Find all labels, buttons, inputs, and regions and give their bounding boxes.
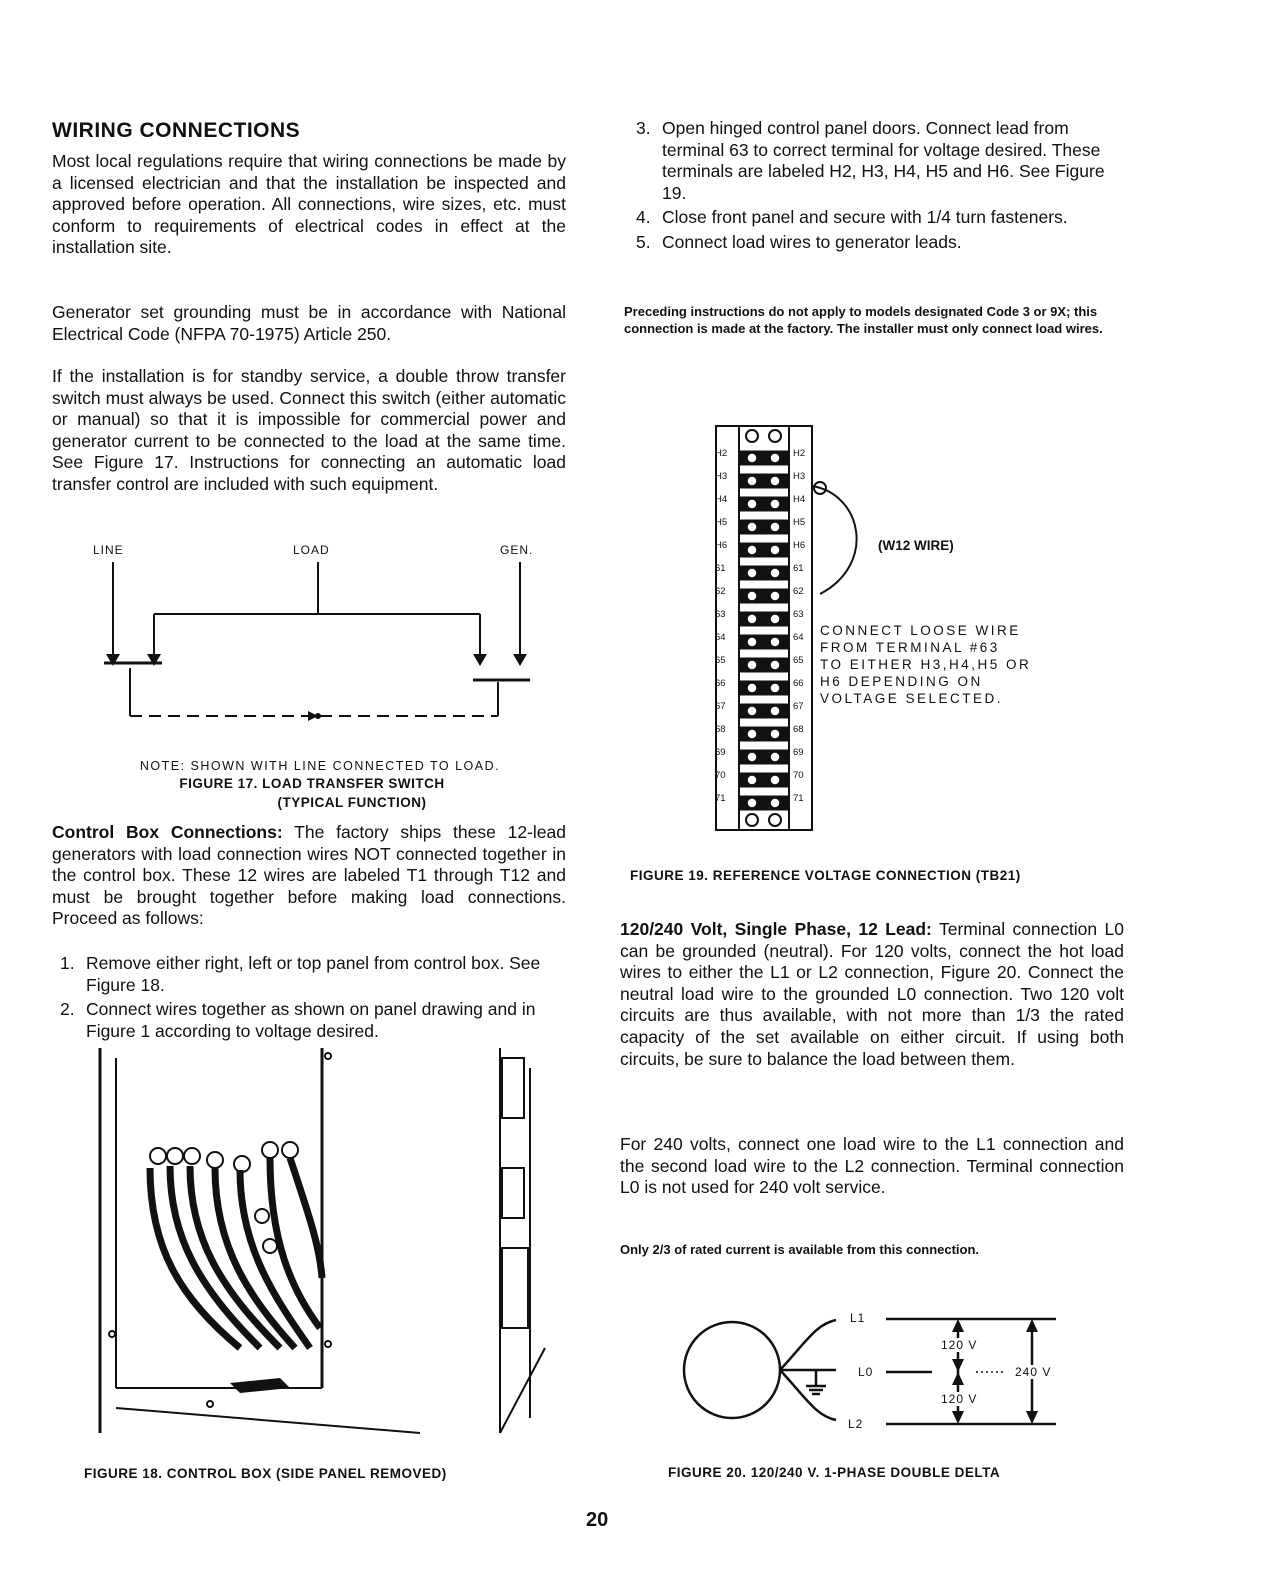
list-item [636,232,1130,254]
list-item [60,953,566,996]
terminal-screw [770,614,780,624]
step-text: Connect wires together as shown on panel drawing and in Figure 1 according to voltage desired. [86,999,536,1041]
figure-20-caption: FIGURE 20. 120/240 V. 1-PHASE DOUBLE DELTA [668,1465,1001,1480]
section-heading: WIRING CONNECTIONS [52,119,301,142]
terminal-label: H4 [793,494,806,505]
terminal-label: 65 [793,655,804,666]
l1-label: L1 [850,1311,866,1325]
terminal-screw [747,568,757,578]
terminal-screw [770,522,780,532]
step-text: Connect load wires to generator leads. [662,231,962,252]
page-number: 20 [586,1509,609,1531]
voltage-upper-label: 120 V [941,1338,978,1352]
terminal-screw [770,637,780,647]
terminal-screw [747,798,757,808]
paragraph-single-phase [620,919,1124,1070]
terminal-screw [770,499,780,509]
single-phase-title: 120/240 Volt, Single Phase, 12 Lead: [620,919,932,939]
voltage-total-label: 240 V [1012,1365,1054,1379]
figure-18-caption: FIGURE 18. CONTROL BOX (SIDE PANEL REMOVED) [84,1466,447,1481]
annotation-line: FROM TERMINAL #63 [820,640,1000,655]
step-number: 4. [636,207,651,228]
l2-label: L2 [848,1417,864,1431]
current-note: Only 2/3 of rated current is available from this connection. [620,1242,980,1257]
terminal-screw [747,453,757,463]
control-box-text: The factory ships these 12-lead generators with load connection wires NOT connected together in the control box. These 12 wires are labeled T1 through T12 and must be brought together before making load connections. Proceed as follows: [52,822,567,929]
terminal-screw [747,660,757,670]
single-phase-text: Terminal connection L0 can be grounded (neutral). For 120 volts, connect the hot load wires to either the L1 or L2 connection, Figure 20. Connect the neutral load wire to the grounded L0 connection. Two 120 volt circuits are thus available, with not more than 1/3 the rated capacity of the set available on either circuit. If using both circuits, be sure to balance the load between them. [620,919,1124,1069]
control-box-title: Control Box Connections: [52,822,283,842]
step-number: 1. [60,953,75,973]
terminal-screw [770,706,780,716]
terminal-screw [747,752,757,762]
terminal-label: 66 [793,678,804,689]
step-text: Close front panel and secure with 1/4 turn fasteners. [662,207,1068,228]
terminal-label: 71 [715,793,726,804]
terminal-screw [770,545,780,555]
terminal-label: 70 [793,770,804,781]
l0-label: L0 [858,1365,874,1379]
list-item [60,999,566,1042]
terminal-screw [747,637,757,647]
terminal-screw [770,775,780,785]
terminal-screw [747,476,757,486]
step-text: Open hinged control panel doors. Connect lead from terminal 63 to correct terminal for voltage desired. These terminals are labeled H2, H3, H4, H5 and H6. See Figure 19. [662,118,1105,203]
paragraph-wiring-regulations: Most local regulations require that wiring connections be made by a licensed electrician and that the installation be inspected and approved before operation. All connections, wire sizes, etc. must conform to requirements of electrical codes in effect at the installation site. [52,151,566,258]
figure-17-caption-line1: FIGURE 17. LOAD TRANSFER SWITCH [179,776,445,791]
terminal-screw [770,798,780,808]
w12-wire-label: (W12 WIRE) [878,538,954,553]
list-item [636,207,1130,229]
terminal-screw [770,752,780,762]
terminal-screw [747,706,757,716]
terminal-label: 68 [715,724,726,735]
figure-17-caption-line2: (TYPICAL FUNCTION) [277,795,427,810]
paragraph-standby-service: If the installation is for standby service, a double throw transfer switch must always be used. Connect this switch (either automatic or manual) so that it is impossible for commercial power and generator current to be connected to the load at the same time. See Figure 17. Instructions for connecting an automatic load transfer control are included with such equipment. [52,366,566,494]
terminal-label: H2 [793,448,806,459]
steps-list-left [60,953,566,1042]
terminal-label: 63 [793,609,804,620]
terminal-screw [770,591,780,601]
terminal-screw [747,522,757,532]
terminal-screw [770,729,780,739]
terminal-label: 70 [715,770,726,781]
figure-19-caption: FIGURE 19. REFERENCE VOLTAGE CONNECTION (TB21) [630,868,1021,883]
control-box-drawing [90,1048,560,1438]
annotation-line: VOLTAGE SELECTED. [820,691,1004,706]
terminal-label: 68 [793,724,804,735]
label-load: LOAD [293,543,330,557]
steps-list-right [636,118,1130,254]
terminal-label: 62 [793,586,804,597]
step-text: Remove either right, left or top panel from control box. See Figure 18. [86,953,541,995]
paragraph-grounding: Generator set grounding must be in accordance with National Electrical Code (NFPA 70-1975) Article 250. [52,302,566,344]
terminal-screw [747,545,757,555]
loose-wire-annotation [820,622,1031,707]
terminal-label: 61 [793,563,804,574]
terminal-label: 65 [715,655,726,666]
voltage-lower-label: 120 V [941,1392,978,1406]
terminal-screw [747,775,757,785]
terminal-screw [747,499,757,509]
terminal-screw [770,568,780,578]
label-line: LINE [93,543,124,557]
terminal-label: 64 [715,632,726,643]
code-note: Preceding instructions do not apply to models designated Code 3 or 9X; this connection is made at the factory. The installer must only connect load wires. [624,304,1103,336]
list-item [636,118,1130,204]
terminal-label: H4 [715,494,728,505]
terminal-label: H6 [715,540,728,551]
terminal-label: H3 [793,471,806,482]
terminal-screw [747,591,757,601]
terminal-label: 71 [793,793,804,804]
terminal-screw [770,660,780,670]
step-number: 2. [60,999,75,1020]
terminal-label: 67 [715,701,726,712]
terminal-label: 64 [793,632,804,643]
annotation-line: H6 DEPENDING ON [820,674,983,689]
terminal-screw [770,683,780,693]
paragraph-control-box [52,822,566,930]
annotation-line: CONNECT LOOSE WIRE [820,623,1021,638]
step-number: 5. [636,231,651,252]
terminal-label: 61 [715,563,726,574]
terminal-label: H5 [715,517,728,528]
terminal-label: H3 [715,471,728,482]
figure-17-note: NOTE: SHOWN WITH LINE CONNECTED TO LOAD. [139,759,501,773]
terminal-label: 63 [715,609,726,620]
step-number: 3. [636,118,651,138]
annotation-line: TO EITHER H3,H4,H5 OR [820,657,1032,672]
transfer-switch-diagram [90,556,550,742]
terminal-label: 66 [715,678,726,689]
terminal-label: H5 [793,517,806,528]
paragraph-240-volts: For 240 volts, connect one load wire to the L1 connection and the second load wire to the L2 connection. Terminal connection L0 is not used for 240 volt service. [620,1134,1124,1198]
terminal-screw [770,453,780,463]
terminal-screw [747,614,757,624]
terminal-label: H2 [715,448,728,459]
terminal-label: 69 [715,747,726,758]
terminal-screw [747,729,757,739]
terminal-label: 67 [793,701,804,712]
terminal-screw [747,683,757,693]
terminal-screw [770,476,780,486]
terminal-label: H6 [793,540,806,551]
terminal-label: 69 [793,747,804,758]
label-gen: GEN. [500,543,534,557]
terminal-label: 62 [715,586,726,597]
